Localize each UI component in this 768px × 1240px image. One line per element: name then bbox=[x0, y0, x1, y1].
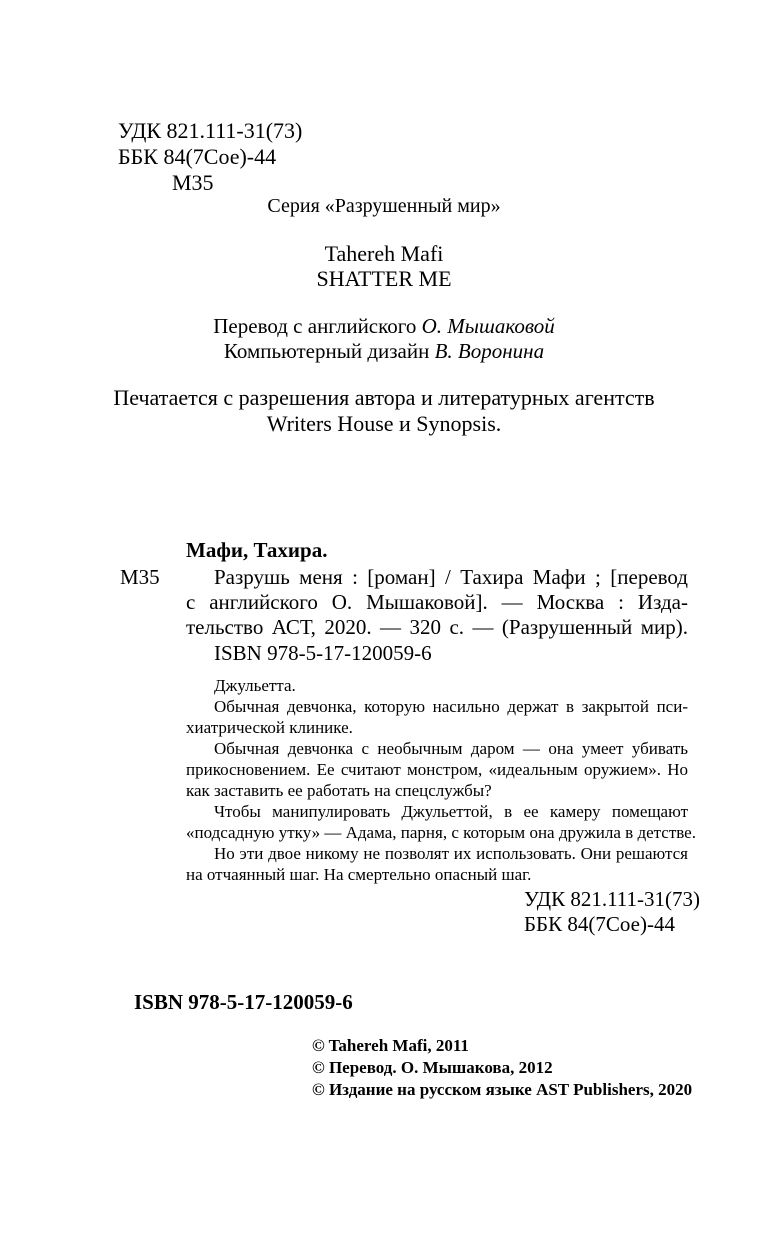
annotation-line: на отчаянный шаг. На смертельно опасный шаг. bbox=[186, 865, 532, 884]
original-author: Tahereh Mafi bbox=[324, 241, 444, 266]
annotation-line: прикосновением. Ее считают монстром, «идеальным оружием». Но bbox=[186, 760, 688, 779]
translation-label: Перевод с английского bbox=[213, 314, 417, 338]
catalog-desc-line-2: с английского О. Мышаковой]. — Москва : Изда- bbox=[186, 590, 688, 614]
isbn-main: ISBN 978-5-17-120059-6 bbox=[134, 990, 353, 1014]
annotation-line: хиатрической клинике. bbox=[186, 718, 353, 737]
permission-line-1: Печатается с разрешения автора и литературных агентств bbox=[113, 385, 655, 410]
original-title: SHATTER ME bbox=[316, 266, 452, 291]
footer-udk-code: УДК 821.111-31(73) bbox=[524, 887, 700, 911]
footer-bbk-code: ББК 84(7Сое)-44 bbox=[524, 912, 675, 936]
catalog-mark: М35 bbox=[120, 565, 160, 589]
design-label: Компьютерный дизайн bbox=[223, 339, 430, 363]
catalog-desc-line-3: тельство АСТ, 2020. — 320 с. — (Разрушенный мир). bbox=[186, 615, 688, 639]
permission-line-2: Writers House и Synopsis. bbox=[266, 411, 502, 436]
design-credit bbox=[0, 341, 768, 362]
copyright-line-1: © Tahereh Mafi, 2011 bbox=[312, 1036, 469, 1055]
catalog-isbn: ISBN 978-5-17-120059-6 bbox=[214, 641, 432, 665]
annotation-line: Но эти двое никому не позволят их использовать. Они решаются bbox=[214, 844, 688, 863]
annotation-line: Джульетта. bbox=[214, 676, 296, 695]
annotation-line: Чтобы манипулировать Джульеттой, в ее камеру помещают bbox=[214, 802, 688, 821]
designer-name: В. Воронина bbox=[434, 339, 545, 363]
udk-code: УДК 821.111-31(73) bbox=[118, 118, 303, 143]
catalog-heading: Мафи, Тахира. bbox=[186, 538, 328, 562]
catalog-desc-line-1: Разрушь меня : [роман] / Тахира Мафи ; [перевод bbox=[214, 565, 688, 589]
bbk-code: ББК 84(7Сое)-44 bbox=[118, 144, 277, 169]
translation-credit bbox=[0, 316, 768, 337]
annotation-line: как заставить ее работать на спецслужбы? bbox=[186, 781, 492, 800]
author-mark: М35 bbox=[172, 170, 214, 195]
annotation-line: «подсадную утку» — Адама, парня, с которым она дружила в детстве. bbox=[186, 823, 696, 842]
copyright-line-2: © Перевод. О. Мышакова, 2012 bbox=[312, 1058, 553, 1077]
series-title: Серия «Разрушенный мир» bbox=[267, 195, 501, 217]
annotation-line: Обычная девчонка, которую насильно держат в закрытой пси- bbox=[214, 697, 688, 716]
copyright-line-3: © Издание на русском языке AST Publishers, 2020 bbox=[312, 1080, 693, 1099]
annotation-line: Обычная девчонка с необычным даром — она умеет убивать bbox=[214, 739, 688, 758]
translator-name: О. Мышаковой bbox=[421, 314, 555, 338]
